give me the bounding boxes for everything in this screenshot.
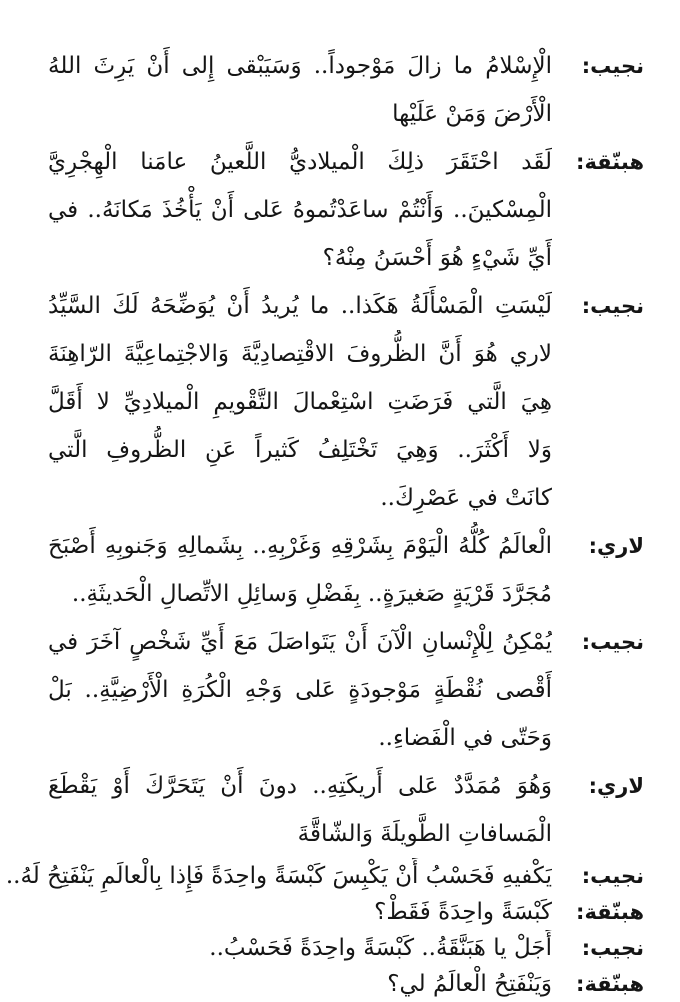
dialogue-entry [48, 762, 644, 858]
speech-line: أَقْصى نُقْطَةٍ مَوْجودَةٍ عَلى وَجْهِ الْكُرَةِ الْأَرْضِيَّةِ.. بَلْ [48, 677, 552, 703]
speaker-name: هبنّقة: [576, 150, 644, 174]
speech-text [48, 966, 552, 1002]
speech-line: كَبْسَةً واحِدَةً فَقَطْ؟ [374, 899, 552, 925]
speech-text [48, 894, 552, 930]
speaker-name: لاري: [588, 534, 644, 558]
speech-text [48, 42, 552, 138]
speech-text [48, 282, 552, 522]
speaker-name: نجيب: [581, 864, 644, 888]
dialogue-entry [48, 966, 644, 1002]
speech-text [48, 618, 552, 762]
speech-line: الْعالَمُ كُلُّهُ الْيَوْمَ بِشَرْقِهِ وَغَرْبِهِ.. بِشَمالِهِ وَجَنوبِهِ أَصْبَحَ [48, 533, 552, 559]
speech-line: يُمْكِنُ لِلْإِنْسانِ الْآنَ أَنْ يَتَواصَلَ مَعَ أَيِّ شَخْصٍ آخَرَ في [48, 629, 552, 655]
speech-line: الْأَرْضَ وَمَنْ عَلَيْها [392, 101, 552, 127]
speech-line: وَحَتّى في الْفَضاءِ.. [378, 725, 552, 751]
speaker-name: نجيب: [581, 630, 644, 654]
speech-line: يَكْفيهِ فَحَسْبُ أَنْ يَكْبِسَ كَبْسَةً واحِدَةً فَإِذا بِالْعالَمِ يَنْفَتِحُ لَهُ.. [5, 863, 552, 889]
dialogue-entry [48, 282, 644, 522]
speech-line: الْمَسافاتِ الطَّويلَةَ وَالشّاقَّةَ [297, 821, 552, 847]
speech-text [48, 138, 552, 282]
speaker-name: لاري: [588, 774, 644, 798]
speech-line: لاري هُوَ أَنَّ الظُّروفَ الاقْتِصادِيَّةَ وَالاجْتِماعِيَّةَ الرّاهِنَةَ [48, 341, 552, 367]
speech-line: الْإِسْلامُ ما زالَ مَوْجوداً.. وَسَيَبْقى إِلى أَنْ يَرِثَ اللهُ [48, 53, 552, 79]
speech-text [48, 762, 552, 858]
speaker-name: هبنّقة: [576, 900, 644, 924]
speech-line: أَجَلْ يا هَبَنَّقَةُ.. كَبْسَةً واحِدَةً فَحَسْبُ.. [209, 935, 552, 961]
speech-line: لَيْسَتِ الْمَسْأَلَةُ هَكَذا.. ما يُريدُ أَنْ يُوَضِّحَهُ لَكَ السَّيِّدُ [48, 293, 552, 319]
speech-text [48, 522, 552, 618]
speech-line: هِيَ الَّتي فَرَضَتِ اسْتِعْمالَ التَّقْويمِ الْميلادِيِّ لا أَقَلَّ [48, 389, 552, 415]
dialogue-entry [5, 858, 644, 894]
speech-text [48, 930, 552, 966]
dialogue-entry [48, 618, 644, 762]
speech-text [6, 858, 552, 894]
speech-line: كانَتْ في عَصْرِكَ.. [380, 485, 552, 511]
speech-line: مُجَرَّدَ قَرْيَةٍ صَغيرَةٍ.. بِفَضْلِ وَسائِلِ الاتِّصالِ الْحَديثَةِ.. [71, 581, 552, 607]
speaker-name: هبنّقة: [576, 972, 644, 996]
speech-line: وَهُوَ مُمَدَّدٌ عَلى أَريكَتِهِ.. دونَ أَنْ يَتَحَرَّكَ أَوْ يَقْطَعَ [48, 773, 552, 799]
speaker-name: نجيب: [581, 936, 644, 960]
dialogue-entry [48, 930, 644, 966]
speaker-name: نجيب: [581, 54, 644, 78]
speech-line: وَيَنْفَتِحُ الْعالَمُ لي؟ [387, 971, 552, 997]
speech-line: لَقَد احْتَقَرَ ذلِكَ الْميلاديُّ اللَّعينُ عامَنا الْهِجْرِيَّ [48, 149, 552, 175]
speech-line: وَلا أَكْثَرَ.. وَهِيَ تَخْتَلِفُ كَثيراً عَنِ الظُّروفِ الَّتي [48, 437, 552, 463]
speaker-name: نجيب: [581, 294, 644, 318]
dialogue-entry [48, 138, 644, 282]
dialogue-entry [48, 522, 644, 618]
speech-line: أَيِّ شَيْءٍ هُوَ أَحْسَنُ مِنْهُ؟ [322, 245, 552, 271]
speech-line: الْمِسْكينَ.. وَأَنْتُمْ ساعَدْتُموهُ عَلى أَنْ يَأْخُذَ مَكانَهُ.. في [48, 197, 552, 223]
dialogue-entry [48, 894, 644, 930]
dialogue-entry [48, 42, 644, 138]
